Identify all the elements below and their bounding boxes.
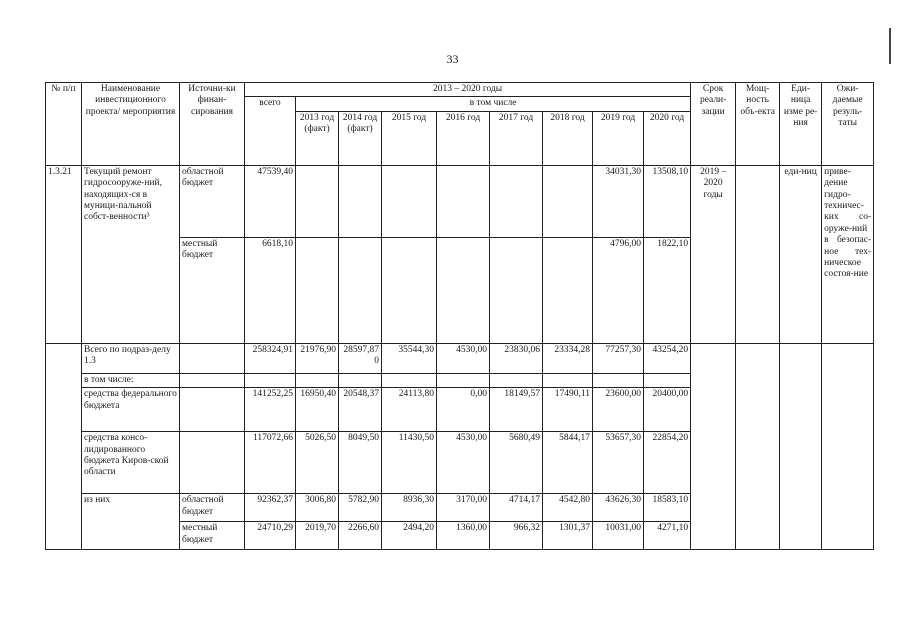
header-incl: в том числе [296, 97, 691, 111]
row-1321-local-2014 [339, 237, 382, 343]
summary-incl-2014 [339, 373, 382, 387]
header-year-2014: 2014 год (факт) [339, 111, 382, 165]
summary-federal-source [180, 388, 245, 432]
summary-local-2016: 1360,00 [437, 522, 490, 550]
row-1321-oblast-2018 [543, 165, 593, 237]
header-capacity: Мощ-ность объ-екта [736, 83, 780, 166]
row-1321-local-2020: 1822,10 [644, 237, 691, 343]
summary-local-2019: 10031,00 [593, 522, 644, 550]
summary-local-2020: 4271,10 [644, 522, 691, 550]
summary-local-2017: 966,32 [490, 522, 543, 550]
row-1321-oblast-2016 [437, 165, 490, 237]
summary-oblast-2016: 3170,00 [437, 494, 490, 522]
row-1321-local-total: 6618,10 [245, 237, 296, 343]
summary-total-2015: 35544,30 [382, 343, 437, 373]
row-1321-oblast-2015 [382, 165, 437, 237]
row-1321-local-2016 [437, 237, 490, 343]
summary-total-2013: 21976,90 [296, 343, 339, 373]
row-1321-oblast-2019: 34031,30 [593, 165, 644, 237]
row-1321-name: Текущий ремонт гидросооруже-ний, находящих-ся в муници-пальной собст-венности³ [82, 165, 180, 343]
summary-consolidated-name: средства консо-лидированного бюджета Киров-ской области [82, 432, 180, 494]
summary-federal-2014: 20548,37 [339, 388, 382, 432]
summary-capacity-cell [736, 343, 780, 549]
header-year-2018: 2018 год [543, 111, 593, 165]
summary-oblast-2013: 3006,80 [296, 494, 339, 522]
header-unit: Еди-ница изме ре-ния [780, 83, 822, 166]
summary-incl-2013 [296, 373, 339, 387]
summary-local-2013: 2019,70 [296, 522, 339, 550]
summary-term-cell [691, 343, 736, 549]
summary-total-2020: 43254,20 [644, 343, 691, 373]
summary-federal-2013: 16950,40 [296, 388, 339, 432]
summary-incl-2016 [437, 373, 490, 387]
summary-consolidated-2019: 53657,30 [593, 432, 644, 494]
page-edge-mark [889, 28, 891, 64]
summary-oblast-2017: 4714,17 [490, 494, 543, 522]
header-num: № п/п [46, 83, 82, 166]
summary-federal-2015: 24113,80 [382, 388, 437, 432]
row-1321-term: 2019 – 2020 годы [691, 165, 736, 343]
summary-local-total: 24710,29 [245, 522, 296, 550]
summary-consolidated-2015: 11430,50 [382, 432, 437, 494]
summary-incl-name: в том числе: [82, 373, 180, 387]
row-1321-local-2015 [382, 237, 437, 343]
header-year-2020: 2020 год [644, 111, 691, 165]
header-term: Срок реали-зации [691, 83, 736, 166]
summary-federal-2020: 20400,00 [644, 388, 691, 432]
summary-of-which-name: из них [82, 494, 180, 550]
summary-total-total: 258324,91 [245, 343, 296, 373]
header-year-2016: 2016 год [437, 111, 490, 165]
header-period: 2013 – 2020 годы [245, 83, 691, 97]
summary-incl-2020 [644, 373, 691, 387]
summary-incl-2019 [593, 373, 644, 387]
summary-oblast-2014: 5782,90 [339, 494, 382, 522]
summary-consolidated-2017: 5680,49 [490, 432, 543, 494]
header-source: Источни-ки финан-сирования [180, 83, 245, 166]
row-1321-local-source: местный бюджет [180, 237, 245, 343]
summary-consolidated-total: 117072,66 [245, 432, 296, 494]
row-1321-local-2018 [543, 237, 593, 343]
summary-local-source: местный бюджет [180, 522, 245, 550]
row-1321-oblast-2017 [490, 165, 543, 237]
row-1321-capacity [736, 165, 780, 343]
summary-incl-2018 [543, 373, 593, 387]
row-1321-result: приве-дение гидро-техничес-ких со-оруже-ний в безопас-ное тех-ническое состоя-ние [822, 165, 874, 343]
summary-total-2016: 4530,00 [437, 343, 490, 373]
header-year-2015: 2015 год [382, 111, 437, 165]
summary-total-2017: 23830,06 [490, 343, 543, 373]
investment-table [45, 82, 874, 550]
summary-federal-total: 141252,25 [245, 388, 296, 432]
row-1321-oblast-2013 [296, 165, 339, 237]
summary-incl-2017 [490, 373, 543, 387]
summary-local-2015: 2494,20 [382, 522, 437, 550]
summary-consolidated-2020: 22854,20 [644, 432, 691, 494]
header-result: Ожи-даемые резуль-таты [822, 83, 874, 166]
summary-federal-2017: 18149,57 [490, 388, 543, 432]
summary-num-cell [46, 343, 82, 549]
summary-oblast-2015: 8936,30 [382, 494, 437, 522]
summary-consolidated-2018: 5844,17 [543, 432, 593, 494]
row-1321-oblast-total: 47539,40 [245, 165, 296, 237]
summary-total-2018: 23334,28 [543, 343, 593, 373]
summary-unit-cell [780, 343, 822, 549]
page-number: 33 [446, 52, 459, 66]
summary-total-source [180, 343, 245, 373]
summary-consolidated-2016: 4530,00 [437, 432, 490, 494]
row-1321-oblast-2020: 13508,10 [644, 165, 691, 237]
header-total: всего [245, 97, 296, 165]
summary-total-2014: 28597,870 [339, 343, 382, 373]
header-year-2017: 2017 год [490, 111, 543, 165]
summary-total-2019: 77257,30 [593, 343, 644, 373]
summary-local-2014: 2266,60 [339, 522, 382, 550]
row-1321-local-2019: 4796,00 [593, 237, 644, 343]
summary-oblast-2020: 18583,10 [644, 494, 691, 522]
summary-incl-source [180, 373, 245, 387]
summary-federal-2019: 23600,00 [593, 388, 644, 432]
summary-federal-2018: 17490,11 [543, 388, 593, 432]
summary-federal-name: средства федерального бюджета [82, 388, 180, 432]
row-1321-local-2017 [490, 237, 543, 343]
summary-incl-2015 [382, 373, 437, 387]
header-year-2019: 2019 год [593, 111, 644, 165]
row-1321-local-2013 [296, 237, 339, 343]
summary-oblast-2019: 43626,30 [593, 494, 644, 522]
summary-consolidated-2013: 5026,50 [296, 432, 339, 494]
summary-federal-2016: 0,00 [437, 388, 490, 432]
summary-local-2018: 1301,37 [543, 522, 593, 550]
row-1321-oblast-2014 [339, 165, 382, 237]
row-1321-num: 1.3.21 [46, 165, 82, 343]
summary-result-cell [822, 343, 874, 549]
summary-incl-total [245, 373, 296, 387]
summary-consolidated-source [180, 432, 245, 494]
row-1321-oblast-source: областной бюджет [180, 165, 245, 237]
header-year-2013: 2013 год (факт) [296, 111, 339, 165]
summary-oblast-source: областной бюджет [180, 494, 245, 522]
summary-oblast-2018: 4542,80 [543, 494, 593, 522]
summary-total-name: Всего по подраз-делу 1.3 [82, 343, 180, 373]
row-1321-unit: еди-ниц [780, 165, 822, 343]
header-name: Наименование инвестиционного проекта/ мероприятия [82, 83, 180, 166]
summary-oblast-total: 92362,37 [245, 494, 296, 522]
summary-consolidated-2014: 8049,50 [339, 432, 382, 494]
